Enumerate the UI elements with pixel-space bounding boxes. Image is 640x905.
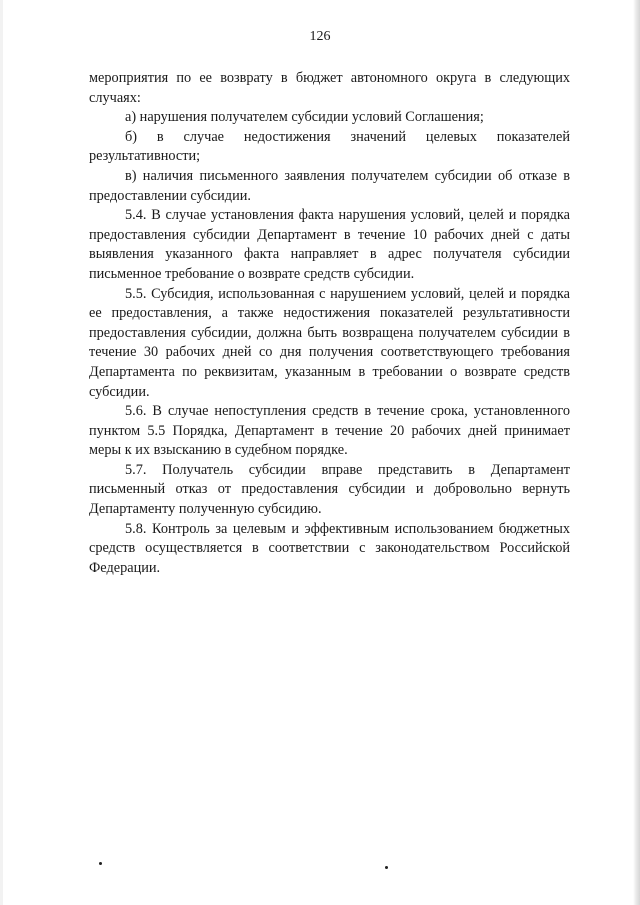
- paragraph-5-8: 5.8. Контроль за целевым и эффективным использованием бюджетных средств осуществляется в соответствии с законодательством Российской Федерации.: [89, 520, 570, 576]
- paragraph-5-5: 5.5. Субсидия, использованная с нарушением условий, целей и порядка ее предоставления, а также недостижения показателей результативности предоставления субсидии, должна быть возвращена получателем субсидии в течение 30 рабочих дней со дня получения соответствующего требования Департамента по реквизитам, указанным в требовании о возврате средств субсидии.: [89, 285, 570, 400]
- scan-edge-right: [633, 0, 640, 905]
- scan-speck: [99, 862, 102, 865]
- scan-speck: [385, 866, 388, 869]
- scan-edge-left: [0, 0, 3, 905]
- paragraph-item-a: а) нарушения получателем субсидии условий Соглашения;: [125, 109, 484, 126]
- document-body: [89, 69, 570, 578]
- paragraph-item-c: в) наличия письменного заявления получателем субсидии об отказе в предоставлении субсидии.: [89, 167, 570, 204]
- paragraph-5-4: 5.4. В случае установления факта нарушения условий, целей и порядка предоставления субсидии Департамент в течение 10 рабочих дней с даты выявления указанного факта направляет в адрес получателя субсидии письменное требование о возврате средств субсидии.: [89, 207, 570, 282]
- paragraph-5-7: 5.7. Получатель субсидии вправе представить в Департамент письменный отказ от предоставления субсидии и добровольно вернуть Департаменту полученную субсидию.: [89, 461, 570, 518]
- paragraph-continuation: мероприятия по ее возврату в бюджет автономного округа в следующих случаях:: [89, 70, 570, 106]
- page-number: 126: [309, 29, 331, 44]
- paragraph-item-b: б) в случае недостижения значений целевых показателей результативности;: [89, 128, 570, 165]
- paragraph-5-6: 5.6. В случае непоступления средств в течение срока, установленного пунктом 5.5 Порядка, Департамент в течение 20 рабочих дней принимает меры к их взысканию в судебном порядке.: [89, 403, 570, 459]
